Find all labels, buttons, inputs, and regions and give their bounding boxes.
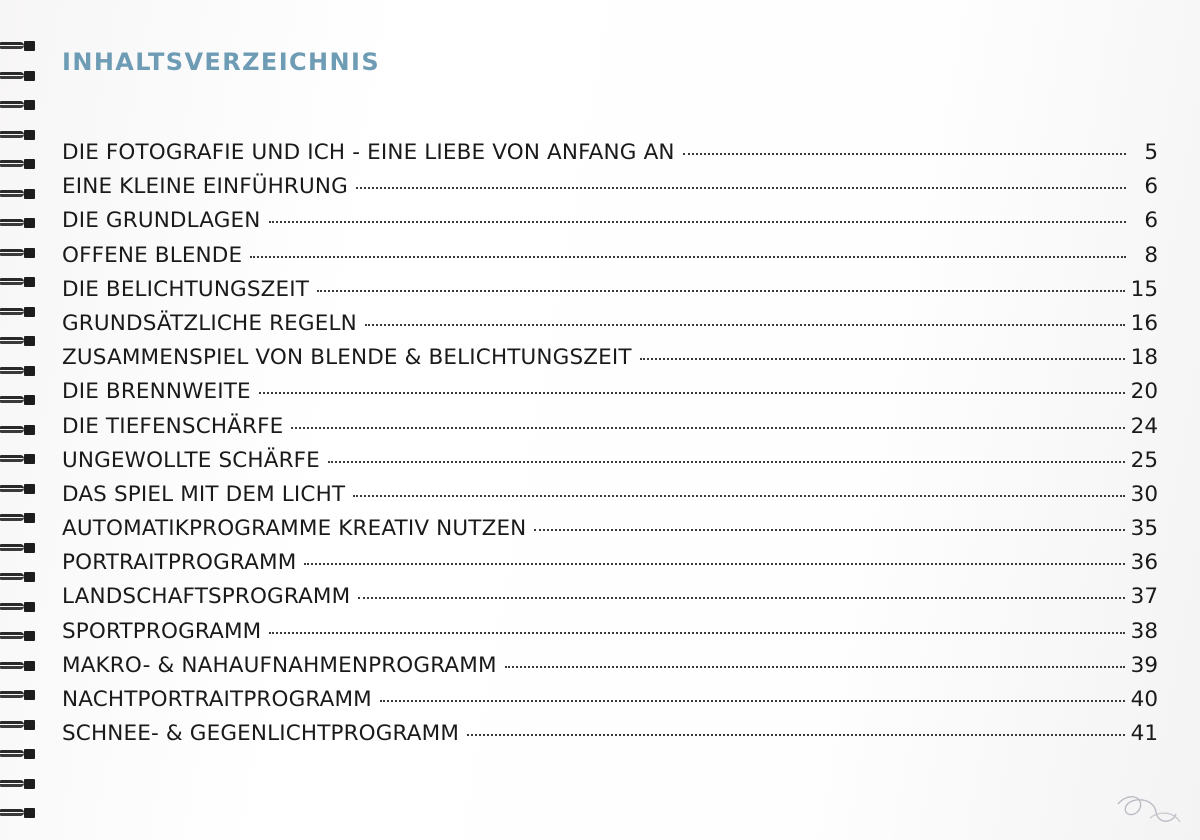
toc-entry bbox=[62, 619, 1158, 653]
dot-leader bbox=[304, 563, 1124, 565]
toc-entry-title: LANDSCHAFTSPROGRAMM bbox=[62, 584, 351, 610]
binding-coil bbox=[0, 247, 38, 259]
dot-leader bbox=[380, 700, 1125, 702]
binding-coil bbox=[0, 394, 38, 406]
dot-leader bbox=[505, 666, 1125, 668]
toc-entry-page: 37 bbox=[1130, 584, 1158, 610]
dot-leader bbox=[317, 290, 1125, 292]
binding-coil bbox=[0, 719, 38, 731]
binding-coil bbox=[0, 158, 38, 170]
binding-coil bbox=[0, 99, 38, 111]
binding-coil bbox=[0, 40, 38, 52]
dot-leader bbox=[683, 153, 1126, 155]
toc-entry-title: DIE GRUNDLAGEN bbox=[62, 208, 261, 234]
toc-entry-title: OFFENE BLENDE bbox=[62, 242, 243, 268]
toc-entry bbox=[62, 516, 1158, 550]
toc-entry-title: MAKRO- & NAHAUFNAHMENPROGRAMM bbox=[62, 652, 497, 678]
toc-entry bbox=[62, 208, 1158, 242]
toc-entry-title: UNGEWOLLTE SCHÄRFE bbox=[62, 447, 320, 473]
toc-entry-title: DIE BRENNWEITE bbox=[62, 379, 251, 405]
toc-entry-page: 38 bbox=[1130, 618, 1158, 644]
binding-coil bbox=[0, 483, 38, 495]
toc-entry-page: 39 bbox=[1130, 652, 1158, 678]
toc-entry bbox=[62, 140, 1158, 174]
toc-entry-title: DIE FOTOGRAFIE UND ICH - EINE LIEBE VON ANFANG AN bbox=[62, 140, 675, 165]
dot-leader bbox=[291, 427, 1124, 429]
binding-coil bbox=[0, 512, 38, 524]
binding-coil bbox=[0, 601, 38, 613]
binding-coil bbox=[0, 453, 38, 465]
toc-entry-page: 41 bbox=[1130, 721, 1158, 747]
dot-leader bbox=[358, 597, 1124, 599]
toc-entry-title: SCHNEE- & GEGENLICHTPROGRAMM bbox=[62, 721, 460, 747]
dot-leader bbox=[467, 734, 1125, 736]
binding-coil bbox=[0, 630, 38, 642]
toc-entry bbox=[62, 243, 1158, 277]
toc-entry-page: 36 bbox=[1130, 550, 1158, 576]
binding-coil bbox=[0, 748, 38, 760]
toc-entry-page: 15 bbox=[1130, 276, 1158, 302]
binding-coil bbox=[0, 306, 38, 318]
toc-entry bbox=[62, 379, 1158, 413]
toc-entry-page: 30 bbox=[1130, 481, 1158, 507]
toc-entry bbox=[62, 653, 1158, 687]
toc-entry-page: 24 bbox=[1130, 413, 1158, 439]
dot-leader bbox=[328, 461, 1125, 463]
table-of-contents bbox=[62, 140, 1158, 755]
toc-entry-page: 16 bbox=[1130, 310, 1158, 336]
dot-leader bbox=[250, 256, 1126, 258]
binding-coil bbox=[0, 188, 38, 200]
toc-entry-title: GRUNDSÄTZLICHE REGELN bbox=[62, 310, 357, 336]
dot-leader bbox=[534, 529, 1124, 531]
dot-leader bbox=[640, 358, 1125, 360]
toc-entry bbox=[62, 482, 1158, 516]
binding-coil bbox=[0, 542, 38, 554]
binding-coil bbox=[0, 689, 38, 701]
spiral-binding bbox=[0, 40, 40, 830]
dot-leader bbox=[356, 187, 1126, 189]
toc-entry bbox=[62, 448, 1158, 482]
toc-entry bbox=[62, 584, 1158, 618]
binding-coil bbox=[0, 571, 38, 583]
toc-entry-page: 6 bbox=[1144, 208, 1158, 234]
toc-entry-page: 20 bbox=[1130, 379, 1158, 405]
binding-coil bbox=[0, 660, 38, 672]
toc-entry-title: EINE KLEINE EINFÜHRUNG bbox=[62, 174, 348, 200]
toc-entry-title: NACHTPORTRAITPROGRAMM bbox=[62, 687, 372, 712]
dot-leader bbox=[259, 392, 1125, 394]
toc-entry-page: 18 bbox=[1130, 345, 1158, 371]
binding-coil bbox=[0, 778, 38, 790]
toc-entry bbox=[62, 550, 1158, 584]
toc-entry-title: DIE BELICHTUNGSZEIT bbox=[62, 276, 310, 302]
dot-leader bbox=[353, 495, 1124, 497]
toc-entry bbox=[62, 721, 1158, 755]
dot-leader bbox=[269, 221, 1126, 223]
toc-entry bbox=[62, 277, 1158, 311]
binding-coil bbox=[0, 276, 38, 288]
toc-entry-page: 40 bbox=[1130, 687, 1158, 712]
toc-entry-title: AUTOMATIKPROGRAMME KREATIV NUTZEN bbox=[62, 516, 527, 542]
pencil-mark bbox=[1110, 784, 1190, 834]
toc-entry-page: 5 bbox=[1144, 140, 1158, 165]
binding-coil bbox=[0, 70, 38, 82]
toc-entry bbox=[62, 414, 1158, 448]
binding-coil bbox=[0, 424, 38, 436]
page-title: INHALTSVERZEICHNIS bbox=[62, 48, 381, 76]
binding-coil bbox=[0, 807, 38, 819]
dot-leader bbox=[365, 324, 1125, 326]
toc-entry-title: DAS SPIEL MIT DEM LICHT bbox=[62, 481, 346, 507]
binding-coil bbox=[0, 129, 38, 141]
toc-entry bbox=[62, 345, 1158, 379]
toc-entry-page: 25 bbox=[1130, 447, 1158, 473]
toc-entry-page: 8 bbox=[1144, 242, 1158, 268]
toc-entry-title: PORTRAITPROGRAMM bbox=[62, 550, 297, 576]
toc-entry-page: 35 bbox=[1130, 516, 1158, 542]
toc-entry bbox=[62, 174, 1158, 208]
dot-leader bbox=[269, 632, 1124, 634]
toc-entry bbox=[62, 311, 1158, 345]
toc-entry-title: DIE TIEFENSCHÄRFE bbox=[62, 413, 284, 439]
binding-coil bbox=[0, 335, 38, 347]
toc-entry-title: ZUSAMMENSPIEL VON BLENDE & BELICHTUNGSZEIT bbox=[62, 345, 632, 371]
binding-coil bbox=[0, 365, 38, 377]
toc-entry-page: 6 bbox=[1144, 174, 1158, 200]
toc-entry-title: SPORTPROGRAMM bbox=[62, 618, 262, 644]
toc-entry bbox=[62, 687, 1158, 721]
binding-coil bbox=[0, 217, 38, 229]
